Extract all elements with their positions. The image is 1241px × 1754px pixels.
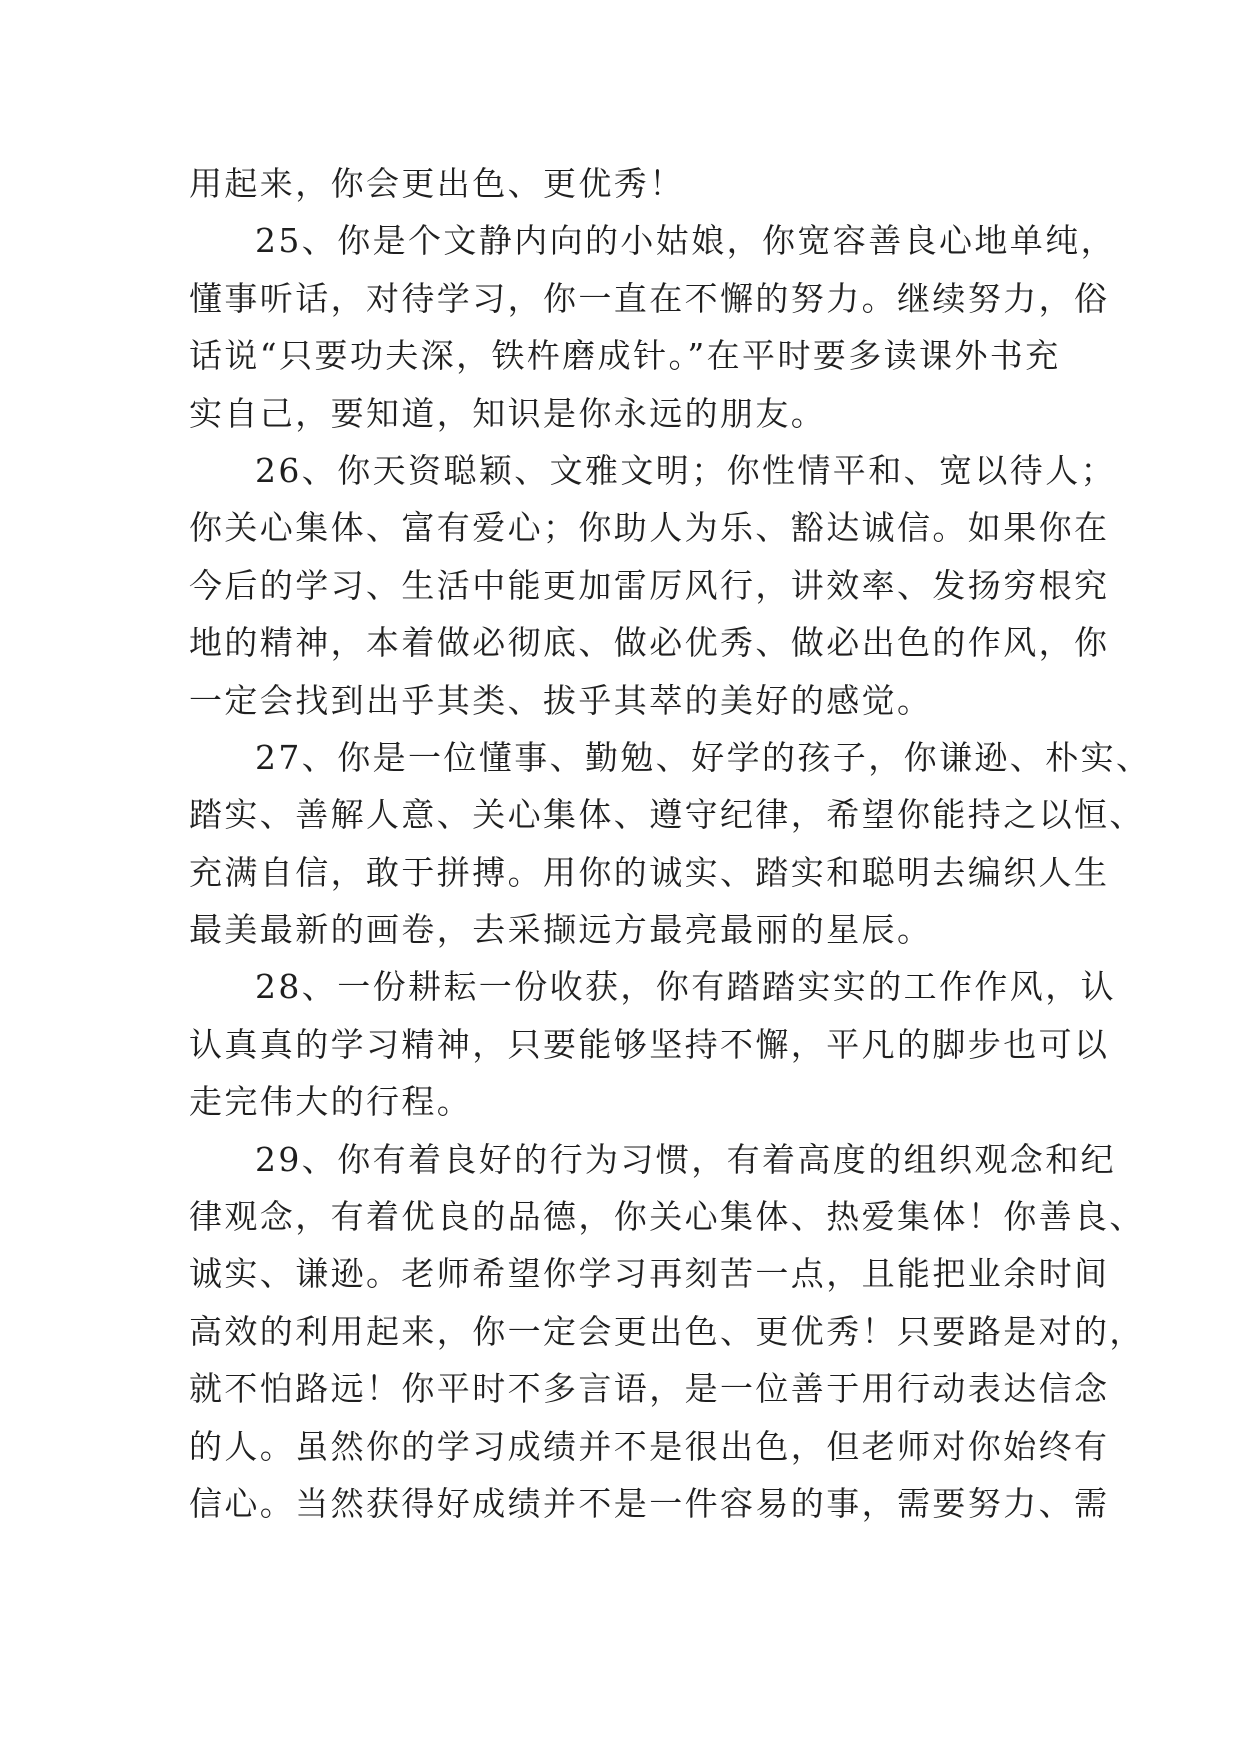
text-line: 地的精神，本着做必彻底、做必优秀、做必出色的作风，你 bbox=[189, 623, 1110, 663]
text-line: 26、你天资聪颖、文雅文明；你性情平和、宽以待人； bbox=[255, 450, 1116, 490]
text-line: 高效的利用起来，你一定会更出色、更优秀！只要路是对的， bbox=[189, 1311, 1145, 1351]
text-line: 27、你是一位懂事、勤勉、好学的孩子，你谦逊、朴实、 bbox=[255, 737, 1152, 777]
document-body bbox=[189, 155, 1152, 1532]
text-line: 走完伟大的行程。 bbox=[189, 1082, 473, 1122]
text-line: 用起来，你会更出色、更优秀！ bbox=[189, 164, 685, 203]
text-line: 律观念，有着优良的品德，你关心集体、热爱集体！你善良、 bbox=[189, 1197, 1145, 1237]
text-line: 你关心集体、富有爱心；你助人为乐、豁达诚信。如果你在 bbox=[189, 508, 1110, 548]
text-line: 信心。当然获得好成绩并不是一件容易的事，需要努力、需 bbox=[189, 1483, 1110, 1523]
text-line: 一定会找到出乎其类、拔乎其萃的美好的感觉。 bbox=[189, 680, 933, 720]
text-line: 懂事听话，对待学习，你一直在不懈的努力。继续努力，俗 bbox=[189, 278, 1110, 318]
text-line: 诚实、谦逊。老师希望你学习再刻苦一点，且能把业余时间 bbox=[189, 1254, 1110, 1294]
text-line: 实自己，要知道，知识是你永远的朋友。 bbox=[189, 393, 827, 433]
text-line: 的人。虽然你的学习成绩并不是很出色，但老师对你始终有 bbox=[189, 1426, 1110, 1466]
text-line: 25、你是个文静内向的小姑娘，你宽容善良心地单纯， bbox=[255, 221, 1116, 261]
text-line: 29、你有着良好的行为习惯，有着高度的组织观念和纪 bbox=[255, 1139, 1116, 1179]
text-line: 话说“只要功夫深，铁杵磨成针。”在平时要多读课外书充 bbox=[189, 336, 1061, 376]
text-line: 认真真的学习精神，只要能够坚持不懈，平凡的脚步也可以 bbox=[189, 1024, 1110, 1064]
text-line: 踏实、善解人意、关心集体、遵守纪律，希望你能持之以恒、 bbox=[189, 795, 1145, 835]
text-line: 最美最新的画卷，去采撷远方最亮最丽的星辰。 bbox=[189, 910, 933, 950]
text-line: 今后的学习、生活中能更加雷厉风行，讲效率、发扬穷根究 bbox=[189, 565, 1110, 605]
text-line: 充满自信，敢于拼搏。用你的诚实、踏实和聪明去编织人生 bbox=[189, 852, 1110, 892]
text-line: 就不怕路远！你平时不多言语，是一位善于用行动表达信念 bbox=[189, 1369, 1110, 1409]
text-line: 28、一份耕耘一份收获，你有踏踏实实的工作作风，认 bbox=[255, 967, 1116, 1007]
